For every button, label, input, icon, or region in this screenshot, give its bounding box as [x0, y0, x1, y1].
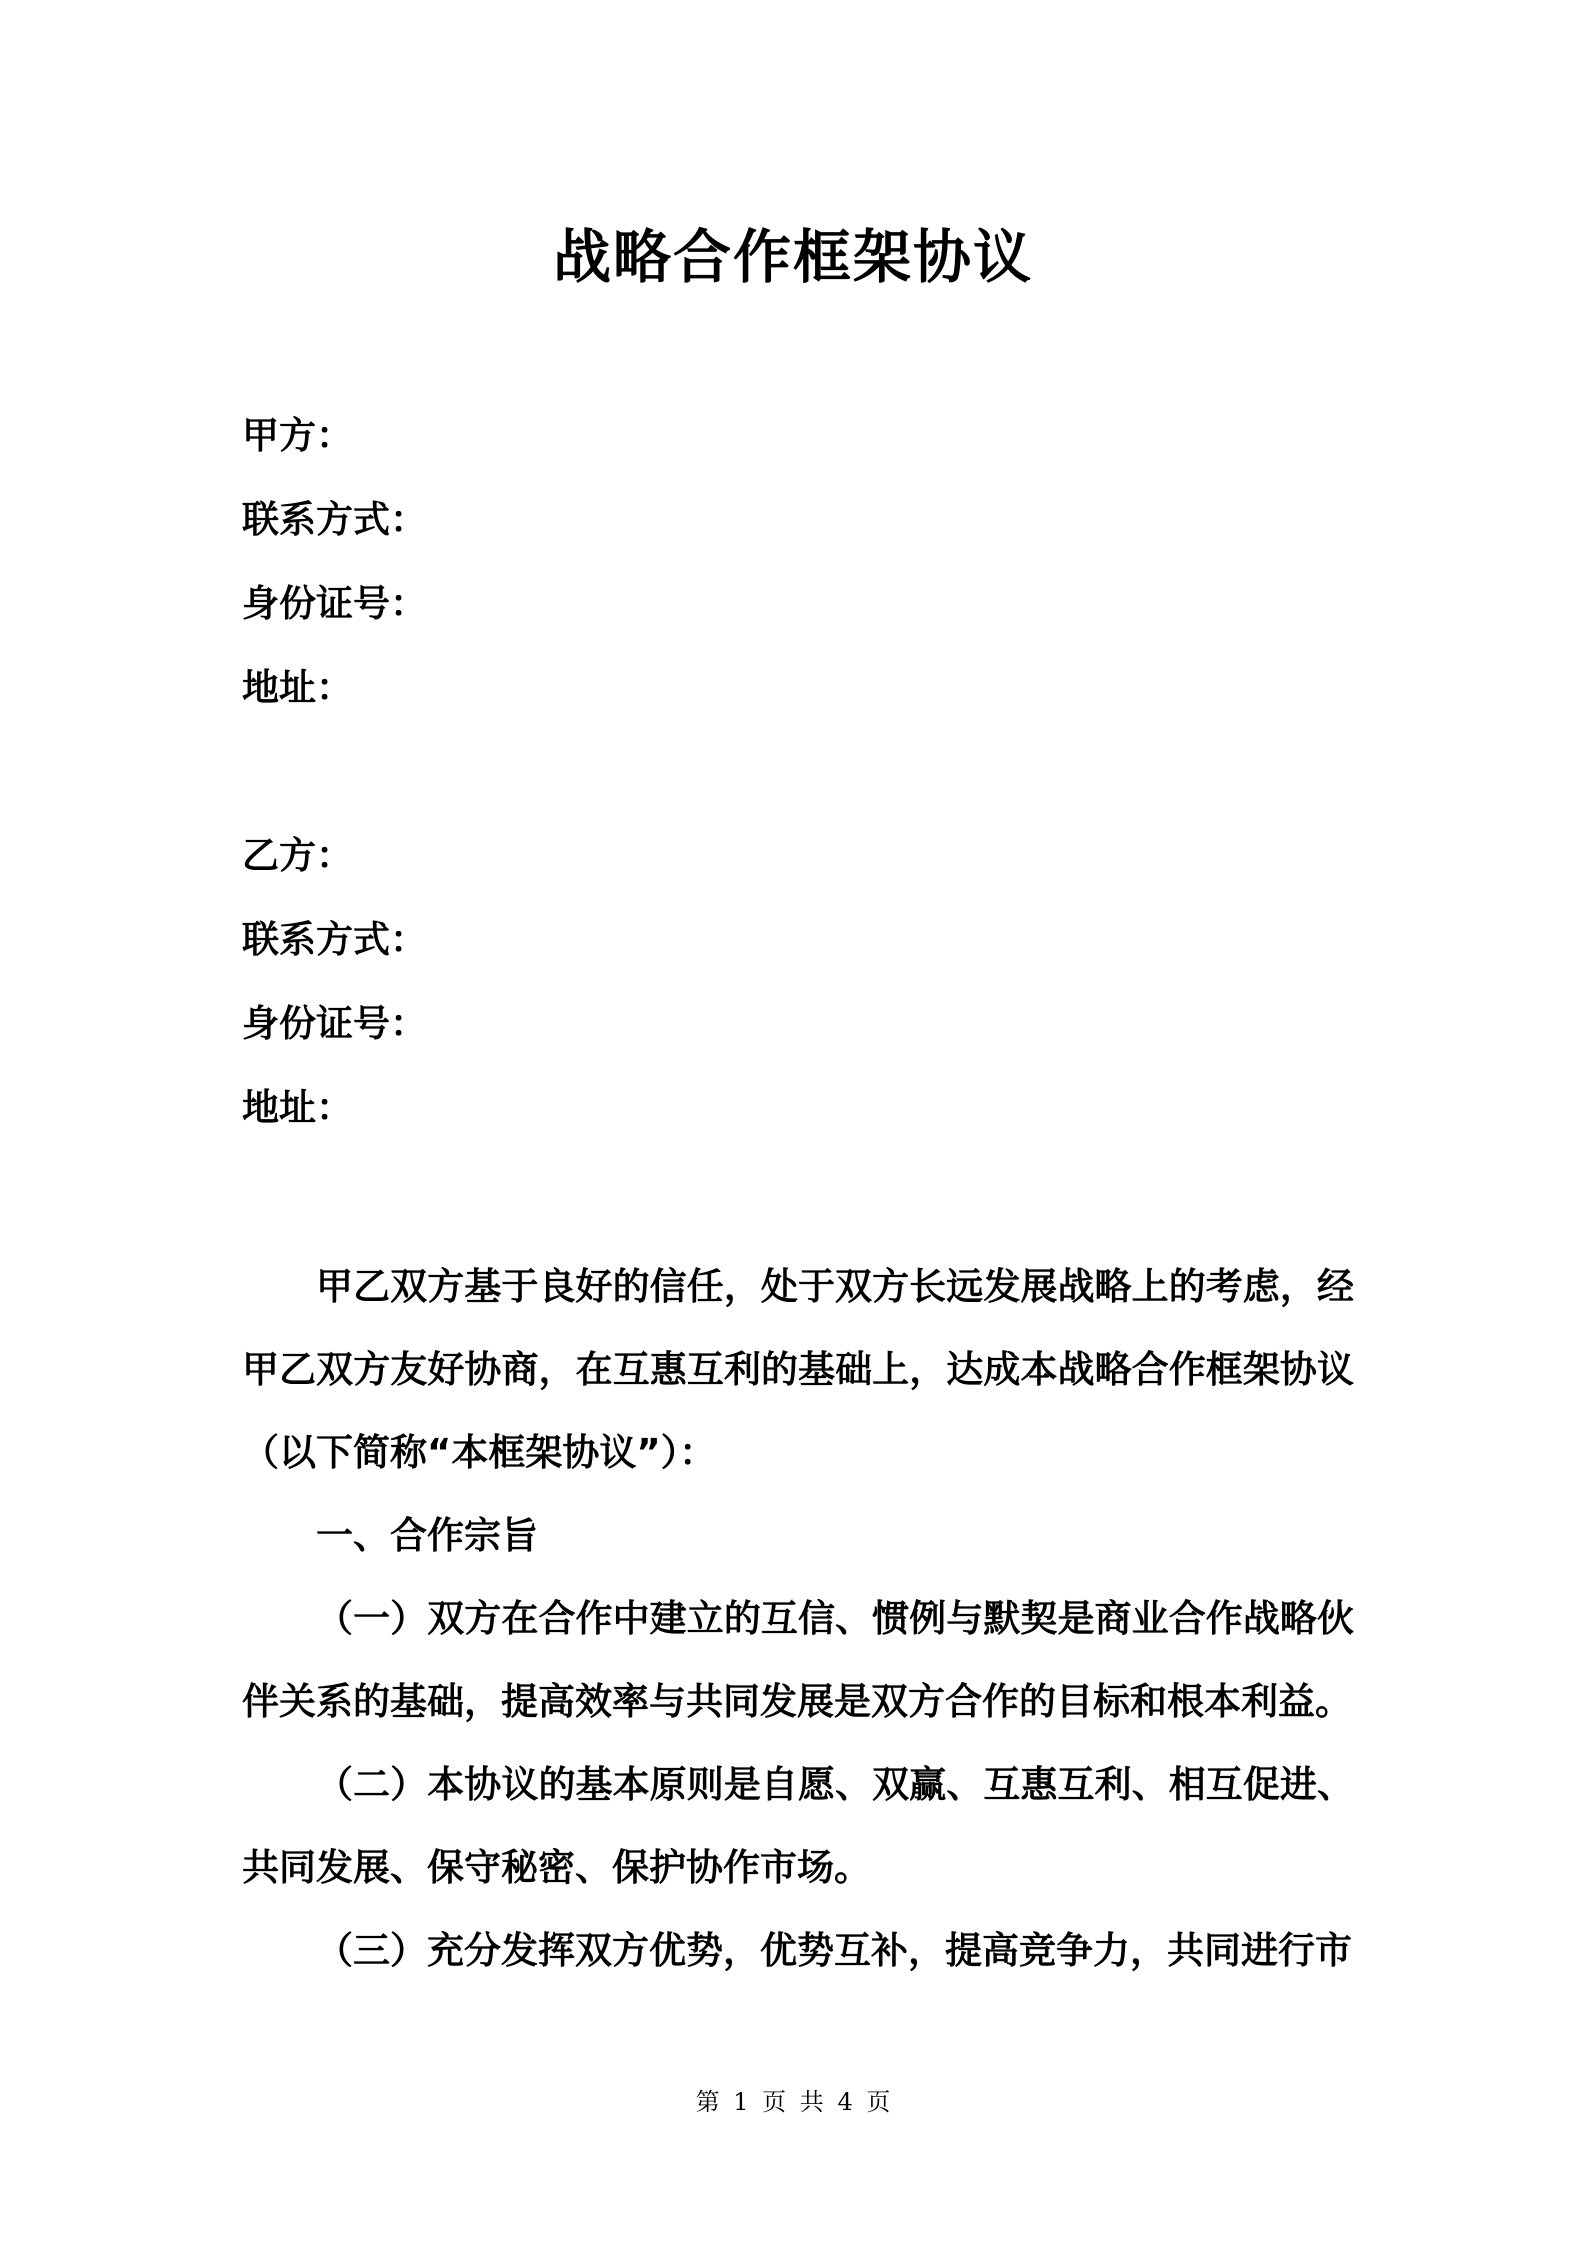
party-b-contact-label: 联系方式：: [242, 918, 427, 961]
intro-paragraph: 甲乙双方基于良好的信任，处于双方长远发展战略上的考虑，经甲乙双方友好协商，在互惠互利的基础上，达成本战略合作框架协议（以下简称“本框架协议”）：: [242, 1265, 1354, 1474]
clause-3: （三）充分发挥双方优势，优势互补，提高竞争力，共同进行市: [316, 1929, 1352, 1972]
party-a-block: [242, 408, 1372, 744]
clause-1: （一）双方在合作中建立的互信、惯例与默契是商业合作战略伙伴关系的基础，提高效率与共同发展是双方合作的目标和根本利益。: [242, 1597, 1354, 1723]
party-a-address-label: 地址：: [242, 666, 353, 709]
page-footer: 第 1 页 共 4 页: [695, 2088, 891, 2116]
party-a-contact-label: 联系方式：: [242, 498, 427, 541]
agreement-body: [242, 1245, 1354, 1992]
party-b-id-label: 身份证号：: [242, 1002, 427, 1045]
party-a-label: 甲方：: [242, 414, 353, 457]
document-title: 战略合作框架协议: [552, 223, 1033, 291]
section-heading: 一、合作宗旨: [316, 1514, 538, 1557]
party-b-block: [242, 828, 1372, 1164]
party-b-address-label: 地址：: [242, 1086, 353, 1129]
party-b-label: 乙方：: [242, 834, 353, 877]
party-a-id-label: 身份证号：: [242, 582, 427, 625]
clause-2: （二）本协议的基本原则是自愿、双赢、互惠互利、相互促进、共同发展、保守秘密、保护协作市场。: [242, 1763, 1354, 1889]
